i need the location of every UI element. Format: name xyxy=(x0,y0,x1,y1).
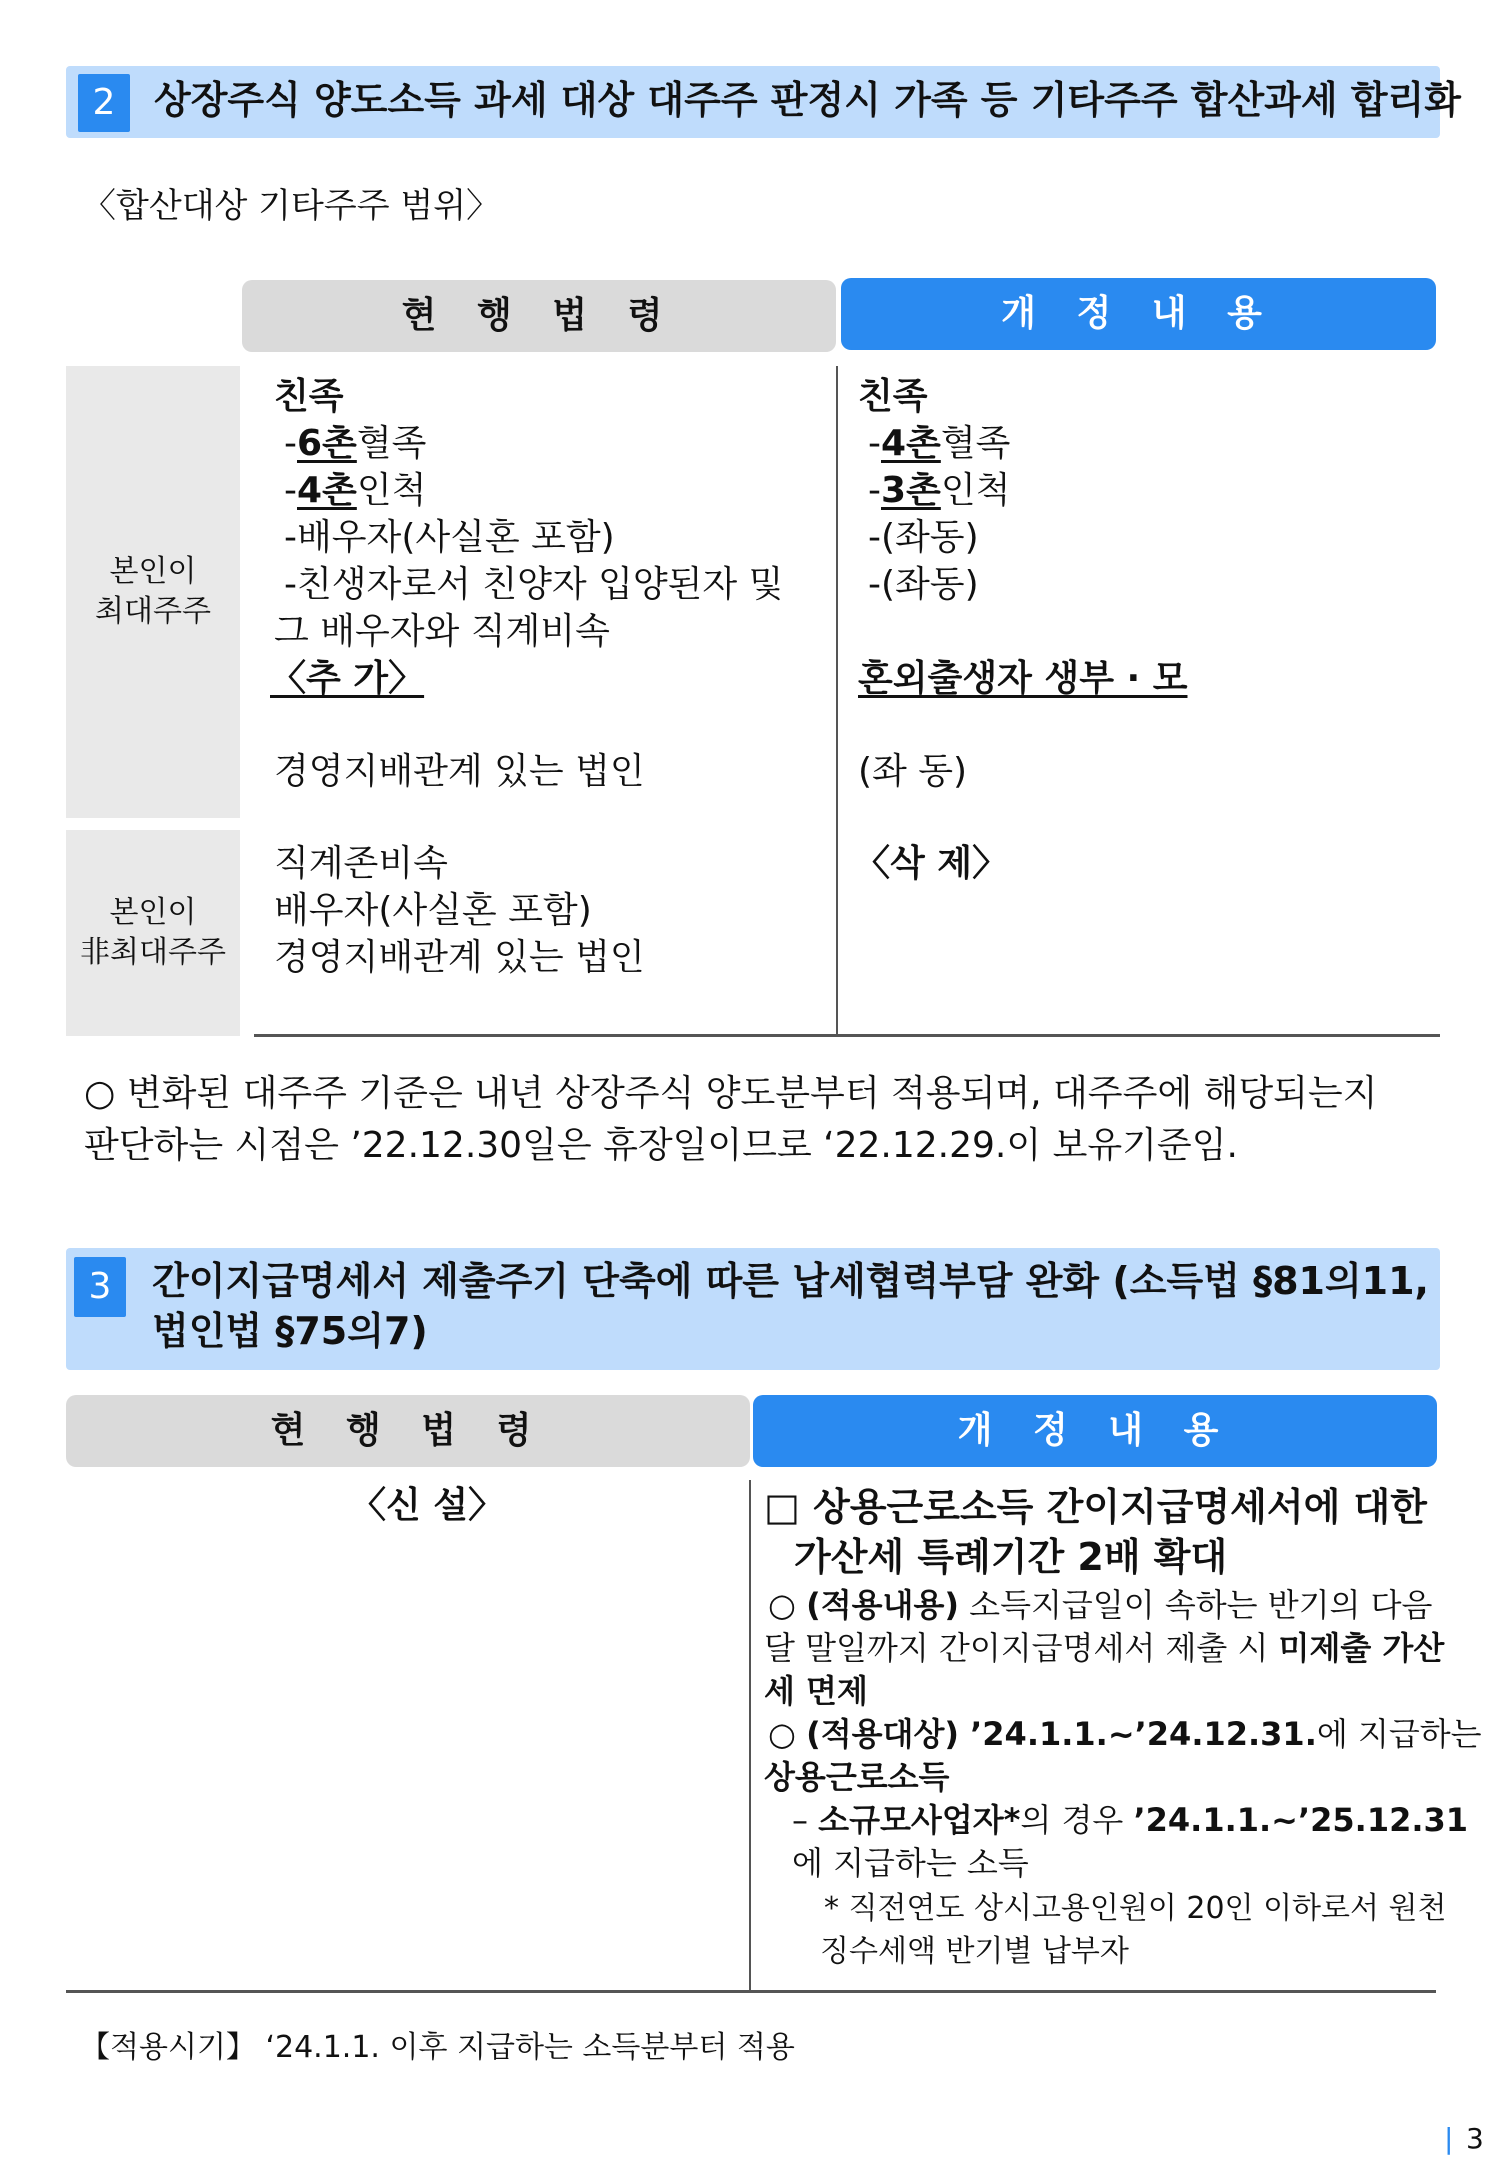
revised-small-business-2: 에 지급하는 소득 xyxy=(792,1844,1029,1882)
table1-column-divider xyxy=(836,366,838,1036)
apply-timing-note: 【적용시기】 ‘24.1.1. 이후 지급하는 소득분부터 적용 xyxy=(80,2030,795,2065)
revised-apply-content-3: 세 면제 xyxy=(764,1672,868,1710)
section-3-title-line-1: 간이지급명세서 제출주기 단축에 따른 납세협력부담 완화 (소득법 §81의11, xyxy=(152,1259,1429,1303)
current-spouse-2: 배우자(사실혼 포함) xyxy=(274,890,592,931)
revised-footnote-1: * 직전연도 상시고용인원이 20인 이하로서 원천 xyxy=(824,1891,1447,1926)
table2-current-new-marker: 〈신 설〉 xyxy=(350,1485,505,1526)
current-kin-heading: 친족 xyxy=(274,376,344,417)
revised-small-business-1: – 소규모사업자*의 경우 ’24.1.1.~’25.12.31 xyxy=(792,1801,1469,1839)
note-line-2: 판단하는 시점은 ’22.12.30일은 휴장일이므로 ‘22.12.29.이 보유기준임. xyxy=(84,1125,1238,1166)
revised-spouse: -(좌동) xyxy=(868,517,979,558)
note-line-1: ○ 변화된 대주주 기준은 내년 상장주식 양도분부터 적용되며, 대주주에 해당되는지 xyxy=(84,1073,1378,1114)
table2-header-current: 현 행 법 령 xyxy=(66,1395,750,1467)
current-controlled-corp: 경영지배관계 있는 법인 xyxy=(274,751,645,792)
section-2-title: 상장주식 양도소득 과세 대상 대주주 판정시 가족 등 기타주주 합산과세 합리화 xyxy=(154,78,1461,122)
table2-header-revised: 개 정 내 용 xyxy=(753,1395,1437,1467)
revised-title-line-1: □ 상용근로소득 간이지급명세서에 대한 xyxy=(764,1485,1427,1529)
table1-header-current: 현 행 법 령 xyxy=(242,280,836,352)
table1-caption: 〈합산대상 기타주주 범위〉 xyxy=(82,186,501,226)
row-label-largest-shareholder: 본인이 최대주주 xyxy=(66,366,240,818)
current-adopted-child-cont: 그 배우자와 직계비속 xyxy=(274,611,610,652)
current-spouse: -배우자(사실혼 포함) xyxy=(284,517,615,558)
revised-apply-target-2: 상용근로소득 xyxy=(764,1758,950,1796)
section-2-number: 2 xyxy=(78,74,130,132)
revised-apply-content-1: ○ (적용내용) 소득지급일이 속하는 반기의 다음 xyxy=(768,1586,1433,1624)
revised-adopted-child: -(좌동) xyxy=(868,564,979,605)
current-in-laws: -4촌인척 xyxy=(284,470,427,511)
page-number-divider: | xyxy=(1444,2122,1454,2155)
current-blood-relatives: -6촌혈족 xyxy=(284,423,427,464)
revised-blood-relatives: -4촌혈족 xyxy=(868,423,1011,464)
revised-in-laws: -3촌인척 xyxy=(868,470,1011,511)
table1-header-revised: 개 정 내 용 xyxy=(841,278,1436,350)
section-3-number: 3 xyxy=(74,1257,126,1317)
current-adopted-child: -친생자로서 친양자 입양된자 및 xyxy=(284,564,784,605)
revised-deleted-marker: 〈삭 제〉 xyxy=(854,843,1009,884)
revised-footnote-2: 징수세액 반기별 납부자 xyxy=(820,1934,1129,1969)
revised-apply-target-1: ○ (적용대상) ’24.1.1.~’24.12.31.에 지급하는 xyxy=(768,1715,1482,1753)
section-3-title-line-2: 법인법 §75의7) xyxy=(152,1309,428,1353)
table1-bottom-rule xyxy=(254,1034,1440,1037)
revised-title-line-2: 가산세 특례기간 2배 확대 xyxy=(794,1535,1228,1579)
revised-added-parents: 혼외출생자 생부 · 모 xyxy=(858,658,1188,699)
table2-column-divider xyxy=(749,1480,751,1992)
current-add-marker: 〈추 가〉 xyxy=(270,658,425,699)
table2-bottom-rule xyxy=(66,1990,1436,1993)
page-number: 3 xyxy=(1466,2122,1484,2155)
revised-apply-content-2: 달 말일까지 간이지급명세서 제출 시 미제출 가산 xyxy=(764,1629,1445,1667)
current-controlled-corp-2: 경영지배관계 있는 법인 xyxy=(274,937,645,978)
row-label-non-largest-shareholder: 본인이 非최대주주 xyxy=(66,830,240,1036)
current-lineal-relatives: 직계존비속 xyxy=(274,843,448,884)
revised-kin-heading: 친족 xyxy=(858,376,928,417)
revised-controlled-corp: (좌 동) xyxy=(858,751,968,792)
